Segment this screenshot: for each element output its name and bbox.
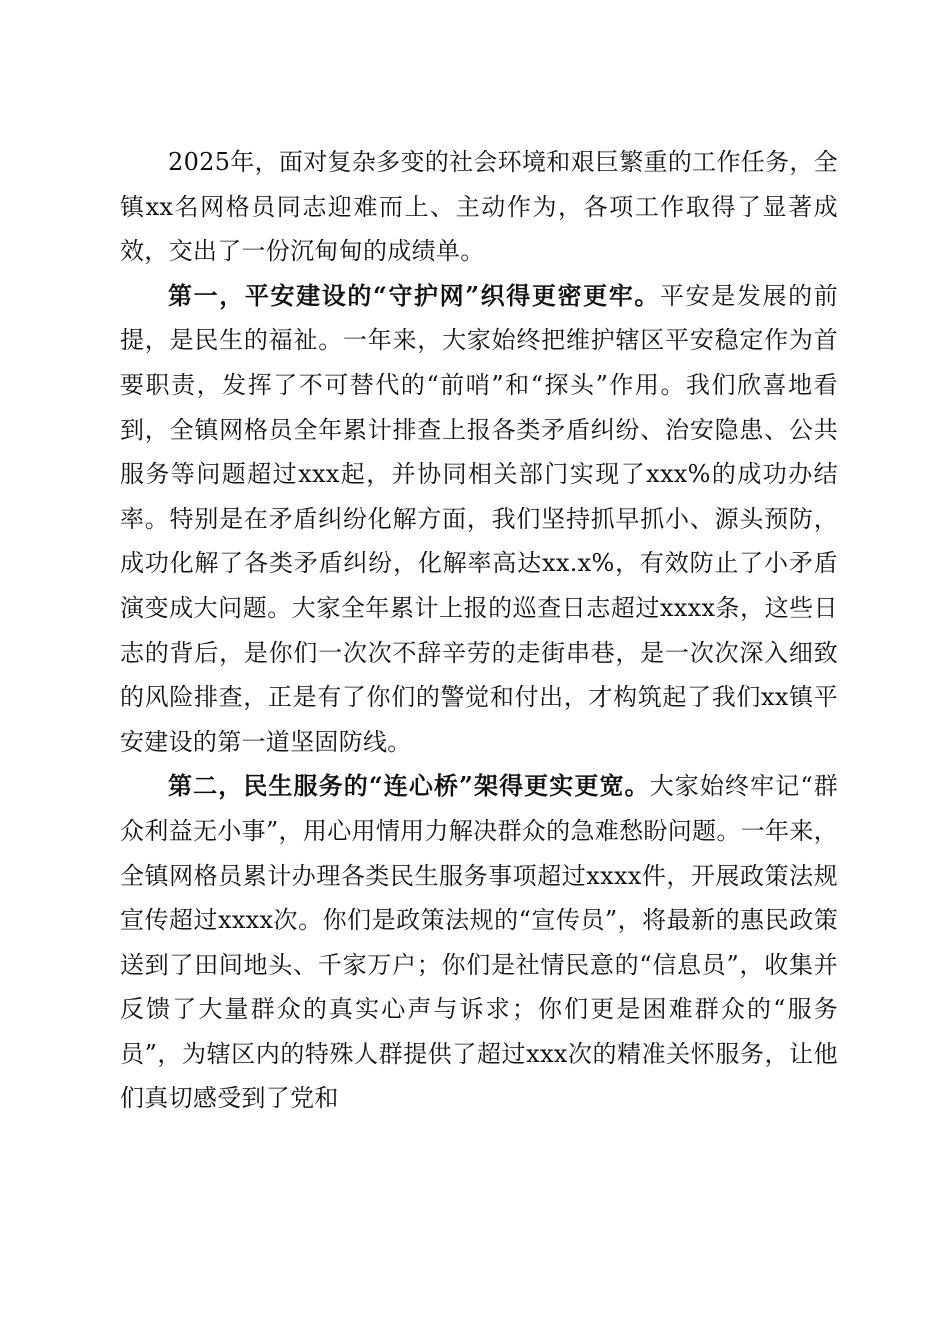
paragraph-safety-text: 平安是发展的前提，是民生的福祉。一年来，大家始终把维护辖区平安稳定作为首要职责，发挥了不可替代的“前哨”和“探头”作用。我们欣喜地看到，全镇网格员全年累计排查上报各类矛盾纠纷、治安隐患、公共服务等问题超过xxx起，并协同相关部门实现了xxx%的成功办结率。特别是在矛盾纠纷化解方面，我们坚持抓早抓小、源头预防，成功化解了各类矛盾纠纷，化解率高达xx.x%，有效防止了小矛盾演变成大问题。大家全年累计上报的巡查日志超过xxxx条，这些日志的背后，是你们一次次不辞辛劳的走街串巷，是一次次深入细致的风险排查，正是有了你们的警觉和付出，才构筑起了我们xx镇平安建设的第一道坚固防线。 — [120, 281, 838, 756]
paragraph-livelihood-heading: 第二，民生服务的“连心桥”架得更实更宽。 — [168, 771, 650, 801]
paragraph-livelihood — [120, 764, 838, 1121]
paragraph-safety-heading: 第一，平安建设的“守护网”织得更密更牢。 — [168, 280, 660, 310]
document-body — [120, 140, 838, 1121]
paragraph-intro — [120, 140, 838, 274]
paragraph-safety — [120, 274, 838, 765]
paragraph-livelihood-text: 大家始终牢记“群众利益无小事”，用心用情用力解决群众的急难愁盼问题。一年来，全镇网格员累计办理各类民生服务事项超过xxxx件，开展政策法规宣传超过xxxx次。你们是政策法规的“宣传员”，将最新的惠民政策送到了田间地头、千家万户；你们是社情民意的“信息员”，收集并反馈了大量群众的真实心声与诉求；你们更是困难群众的“服务员”，为辖区内的特殊人群提供了超过xxx次的精准关怀服务，让他们真切感受到了党和 — [120, 772, 839, 1113]
paragraph-intro-text: 2025年，面对复杂多变的社会环境和艰巨繁重的工作任务，全镇xx名网格员同志迎难而上、主动作为，各项工作取得了显著成效，交出了一份沉甸甸的成绩单。 — [120, 148, 838, 266]
